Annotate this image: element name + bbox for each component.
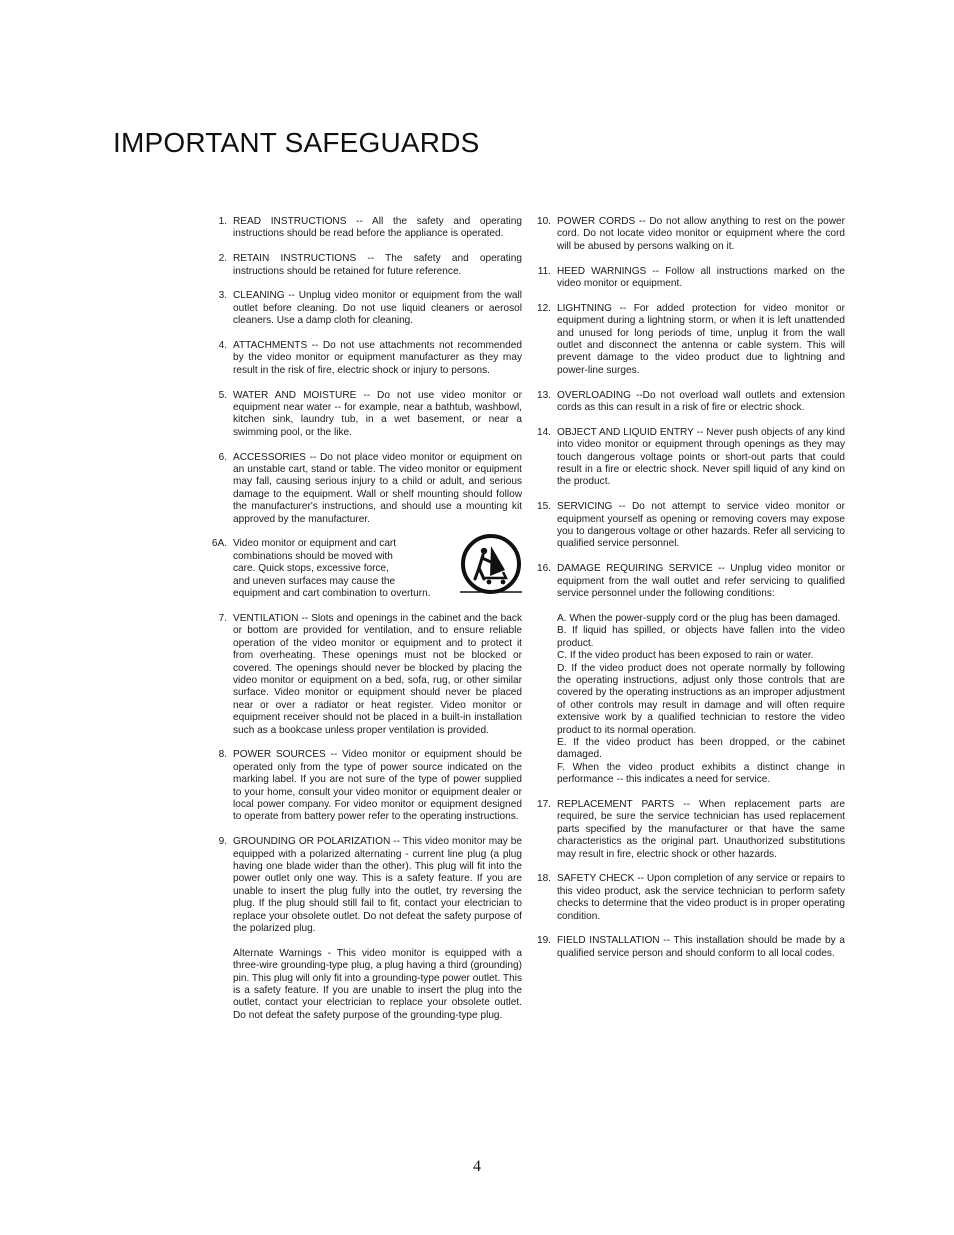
item-text: REPLACEMENT PARTS -- When replacement parts are required, be sure the service technician has used replacement parts specified by the manufacturer or that have the same characteristics as the original part. Unauthorized substitutions may result in fire, electric shock or other hazards. [557, 798, 845, 860]
list-item-cart-warning [208, 538, 522, 600]
list-item [532, 390, 845, 415]
item-number: 15. [536, 501, 551, 513]
condition-item: C. If the video product has been exposed to rain or water. [557, 650, 814, 662]
list-item [208, 340, 522, 377]
item-text: WATER AND MOISTURE -- Do not use video monitor or equipment near water -- for example, near a bathtub, washbowl, kitchen sink, laundry tub, in a wet basement, or near a swimming pool, or the like. [233, 389, 522, 438]
condition-item: F. When the video product exhibits a distinct change in performance -- this indicates a need for service. [557, 761, 845, 786]
item-number: 3. [218, 290, 227, 302]
item-text: GROUNDING OR POLARIZATION -- This video monitor may be equipped with a polarized alternating - current line plug (a plug having one blade wider than the other). This plug will fit into the power outlet only one way. This is a safety feature. If you are unable to insert the plug fully into the outlet, try reversing the plug. If the plug should still fail to fit, contact your electrician to replace your obsolete outlet. Do not defeat the safety purpose of the polarized plug. [233, 836, 522, 935]
item-text: OVERLOADING --Do not overload wall outlets and extension cords as this can result in a risk of fire or electric shock. [557, 389, 845, 414]
item-number: 17. [536, 798, 551, 810]
list-item [532, 501, 845, 551]
right-column [532, 216, 845, 973]
condition-item: A. When the power-supply cord or the plug has been damaged. [557, 612, 841, 624]
item-text: CLEANING -- Unplug video monitor or equipment from the wall outlet before cleaning. Do not use liquid cleaners or aerosol cleaners. Use a damp cloth for cleaning. [233, 290, 522, 327]
item-text: VENTILATION -- Slots and openings in the cabinet and the back or bottom are provided for ventilation, and to ensure reliable operation of the video monitor or equipment and to protect it from overheating. These openings must not be blocked or covered. The openings should never be blocked by placing the video monitor or equipment on a bed, sofa, rug, or other similar surface. Video monitor or equipment should never be placed near or over a radiator or heat register. Video monitor or equipment receiver should not be placed in a built-in installation such as a bookcase unless proper ventilation is provided. [233, 612, 522, 736]
item-number: 2. [218, 253, 227, 265]
item-number: 8. [218, 749, 227, 761]
item-text: ACCESSORIES -- Do not place video monitor or equipment on an unstable cart, stand or table. The video monitor or equipment may fall, causing serious injury to a child or adult, and serious damage to the equipment. Wall or shelf mounting should follow the manufacturer's instructions, and should use a mounting kit approved by the manufacturer. [233, 451, 522, 525]
cart-tipover-warning-icon [454, 532, 524, 598]
item-text-alternate: Alternate Warnings - This video monitor is equipped with a three-wire grounding-type plug, a plug having a third (grounding) pin. This plug will only fit into a grounding-type power outlet. This is a safety feature. If you are unable to insert the plug into the outlet, contact your electrician to replace your obsolete outlet. Do not defeat the safety purpose of the grounding-type plug. [233, 947, 522, 1021]
left-column [208, 216, 522, 1035]
item-text: RETAIN INSTRUCTIONS -- The safety and operating instructions should be retained for future reference. [233, 253, 522, 277]
item-text: SAFETY CHECK -- Upon completion of any service or repairs to this video product, ask the service technician to perform safety checks to determine that the video product is in proper operating condition. [557, 873, 845, 922]
item-number: 13. [536, 389, 551, 401]
item-number: 7. [218, 612, 227, 624]
list-item [532, 216, 845, 253]
list-item [208, 290, 522, 327]
item-text: ATTACHMENTS -- Do not use attachments not recommended by the video monitor or equipment manufacturer as they may result in the risk of fire, electric shock or injury to persons. [233, 340, 522, 376]
condition-list [557, 613, 845, 787]
item-number: 5. [218, 389, 227, 401]
list-item [208, 749, 522, 823]
list-item-damage-service [532, 563, 845, 786]
item-text: FIELD INSTALLATION -- This installation should be made by a qualified service person and should conform to all local codes. [557, 935, 845, 959]
item-number: 4. [218, 340, 227, 352]
item-number: 16. [536, 563, 551, 575]
item-number: 9. [218, 836, 227, 848]
list-item [532, 266, 845, 291]
list-item [208, 216, 522, 241]
condition-item: D. If the video product does not operate normally by following the operating instructions, adjust only those controls that are covered by the operating instructions as an improper adjustment of other controls may result in damage and will often require extensive work by a qualified technician to restore the video product to its normal operation. [557, 662, 845, 736]
item-number: 14. [536, 426, 551, 438]
item-number: 19. [536, 935, 551, 947]
condition-item: E. If the video product has been dropped, or the cabinet damaged. [557, 736, 845, 761]
list-item [532, 935, 845, 960]
list-item [208, 613, 522, 737]
list-item [532, 303, 845, 377]
item-number: 6A. [211, 538, 227, 550]
item-number: 6. [218, 451, 227, 463]
list-item [208, 253, 522, 278]
list-item [208, 836, 522, 1022]
item-text: READ INSTRUCTIONS -- All the safety and operating instructions should be read before the appliance is operated. [233, 216, 522, 240]
list-item [532, 799, 845, 861]
list-item [208, 452, 522, 526]
item-text: SERVICING -- Do not attempt to service video monitor or equipment yourself as opening or removing covers may expose you to dangerous voltage or other hazards. Refer all servicing to qualified service personnel. [557, 501, 845, 550]
item-text: LIGHTNING -- For added protection for video monitor or equipment during a lightning storm, or when it is left unattended and unused for long periods of time, unplug it from the wall outlet and disconnect the antenna or cable system. This will prevent damage to the video product due to lightning and power-line surges. [557, 302, 845, 376]
item-number: 1. [218, 216, 227, 227]
page-title: IMPORTANT SAFEGUARDS [113, 127, 480, 158]
item-text: OBJECT AND LIQUID ENTRY -- Never push objects of any kind into video monitor or equipment through openings as they may touch dangerous voltage points or short-out parts that could result in a fire or electric shock. Never spill liquid of any kind on the product. [557, 426, 845, 488]
list-item [532, 873, 845, 923]
item-text: POWER SOURCES -- Video monitor or equipment should be operated only from the type of power source indicated on the marking label. If you are not sure of the type of power supplied to your home, consult your video monitor or equipment dealer or local power company. For video monitor or equipment designed to operate from battery power refer to the operating instructions. [233, 749, 522, 823]
item-number: 12. [536, 302, 551, 314]
cart-warning-text: Video monitor or equipment and cart combinations should be moved with care. Quick stops, excessive force, and uneven surfaces may cause the equipment and cart combination to overturn. [233, 538, 431, 600]
item-number: 18. [536, 873, 551, 885]
page-number: 4 [473, 1158, 481, 1175]
item-number: 11. [537, 265, 551, 277]
condition-item: B. If liquid has spilled, or objects have fallen into the video product. [557, 625, 845, 649]
item-text: POWER CORDS -- Do not allow anything to rest on the power cord. Do not locate video monitor or equipment where the cord will be abused by persons walking on it. [557, 216, 845, 252]
item-text: DAMAGE REQUIRING SERVICE -- Unplug video monitor or equipment from the wall outlet and refer servicing to qualified service personnel under the following conditions: [557, 563, 845, 600]
list-item [208, 390, 522, 440]
list-item [532, 427, 845, 489]
item-number: 10. [536, 216, 551, 227]
item-text: HEED WARNINGS -- Follow all instructions marked on the video monitor or equipment. [557, 265, 845, 290]
